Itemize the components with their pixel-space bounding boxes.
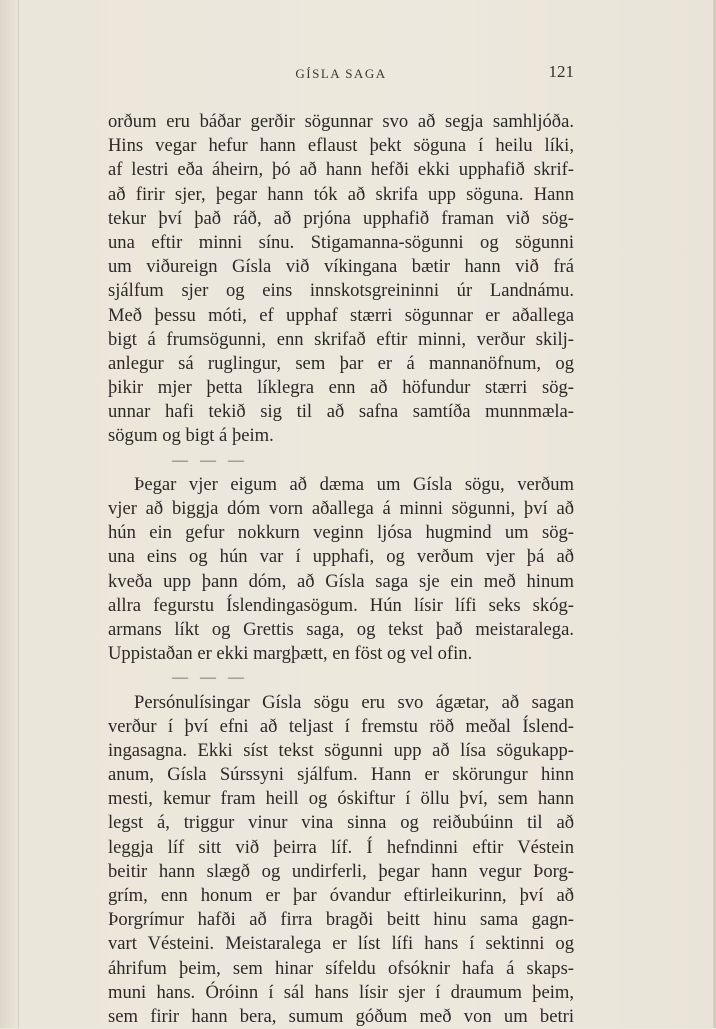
text-line: unnar hafi tekið sig til að safna samtíða munnmæla- xyxy=(108,401,574,423)
text-line: orðum eru báðar gerðir sögunnar svo að segja samhljóða. xyxy=(108,111,574,132)
text-line: grím, enn honum er þar óvandur eftirleikurinn, því að xyxy=(108,885,574,906)
text-line: Persónulísingar Gísla sögu eru svo ágætar, að sagan xyxy=(134,691,574,713)
text-line: beitir hann slægð og undirferli, þegar hann vegur Þorg- xyxy=(108,860,574,882)
text-line: sem firir hann bera, sumum góðum með von um betri xyxy=(108,1005,574,1027)
running-head xyxy=(108,64,574,84)
text-line: armans líkt og Grettis saga, og tekst það meistaralega. xyxy=(108,618,574,640)
text-line: anlegur sá ruglingur, sem þar er á mannanöfnum, og xyxy=(108,352,574,374)
text-line: anum, Gísla Súrssyni sjálfum. Hann er skörungur hinn xyxy=(108,764,574,786)
section-separator: — — — xyxy=(172,669,248,687)
text-line: áhrifum þeim, sem hinar sífeldu ofsóknir hafa á skaps- xyxy=(108,957,574,979)
text-line: um viðureign Gísla við víkingana bætir hann við frá xyxy=(108,256,574,278)
text-line: verður í því efni að teljast í fremstu röð meðal Íslend- xyxy=(108,715,574,737)
text-line: Með þessu móti, ef upphaf stærri sögunnar er aðallega xyxy=(108,304,574,326)
text-line: Þegar vjer eigum að dæma um Gísla sögu, verðum xyxy=(134,473,574,495)
text-line: Hins vegar hefur hann eflaust þekt söguna í heilu líki, xyxy=(108,135,574,157)
text-line: að firir sjer, þegar hann tók að skrifa upp söguna. Hann xyxy=(108,183,574,205)
text-line: vjer að biggja dóm vorn aðallega á minni sögunni, því að xyxy=(108,498,574,519)
text-line: una eftir minni sínu. Stigamanna-sögunni og sögunni xyxy=(108,231,574,253)
body-text xyxy=(108,110,574,1029)
text-line: hún ein gefur nokkurn veginn ljósa hugmind um sög- xyxy=(108,522,574,544)
text-line: muni hans. Óróinn í sál hans lísir sjer í draumum þeim, xyxy=(108,981,574,1003)
text-line: sjálfum sjer og eins innskotsgreininni úr Landnámu. xyxy=(108,280,574,302)
text-line: allra fegurstu Íslendingasögum. Hún lísir lífi seks skóg- xyxy=(108,594,574,616)
text-line: ingasagna. Ekki síst tekst sögunni upp að lísa sögukapp- xyxy=(108,739,574,761)
text-line: bigt á frumsögunni, enn skrifað eftir minni, verður skilj- xyxy=(108,328,574,350)
running-head-title: GÍSLA SAGA xyxy=(295,66,387,81)
text-line: af lestri eða áheirn, þó að hann hefði ekki upphafið skrif- xyxy=(108,159,574,181)
text-line: leggja líf sitt við þeirra líf. Í hefndinni eftir Véstein xyxy=(108,836,574,858)
text-line: una eins og hún var í upphafi, og verðum vjer þá að xyxy=(108,546,574,568)
text-line: legst á, triggur vinur vina sinna og reiðubúinn til að xyxy=(108,812,574,834)
page-number: 121 xyxy=(548,62,574,81)
text-line: Þorgrímur hafði að firra bragði beitt hinu sama gagn- xyxy=(108,909,574,931)
text-line: mesti, kemur fram heill og óskiftur í öllu því, sem hann xyxy=(108,788,574,810)
text-line: kveða upp þann dóm, að Gísla saga sje ein með hinum xyxy=(108,570,574,592)
text-line: vart Vésteini. Meistaralega er líst lífi hans í sektinni og xyxy=(108,933,574,955)
text-line: tekur því það ráð, að prjóna upphafið framan við sög- xyxy=(108,207,574,229)
text-line: sögum og bigt á þeim. xyxy=(108,425,274,447)
text-line: þikir mjer þetta líklegra enn að höfundur stærri sög- xyxy=(108,377,574,399)
page-gutter xyxy=(18,0,19,1028)
text-line: Uppistaðan er ekki margþætt, en föst og vel ofin. xyxy=(108,643,473,665)
section-separator: — — — xyxy=(172,451,248,469)
